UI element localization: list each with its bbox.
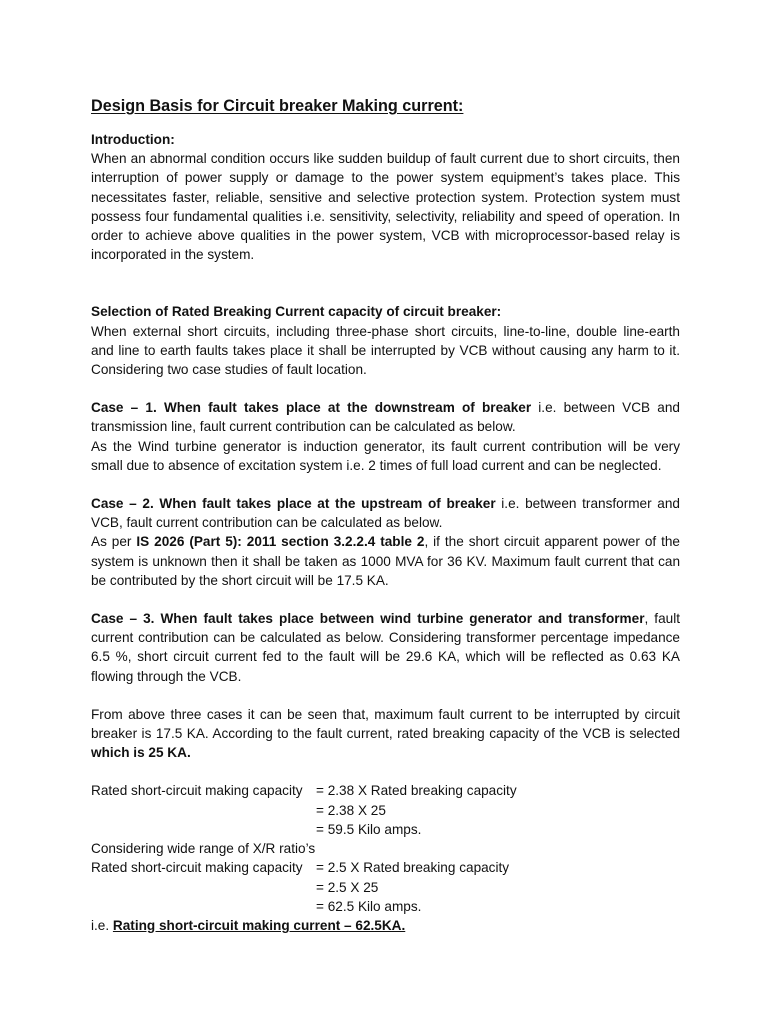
- case2-bold: When fault takes place at the upstream of breaker: [153, 496, 496, 512]
- calc2-line-2: = 2.5 X 25: [316, 879, 379, 895]
- calc1-line-3: = 59.5 Kilo amps.: [316, 821, 422, 837]
- case3-paragraph: [91, 609, 680, 686]
- intro-heading-text: Introduction:: [91, 132, 175, 147]
- case2-label: Case – 2.: [91, 496, 154, 512]
- case2-line2-rest: , if the short circuit apparent power of the system is unknown then it shall be taken as 1000 MVA for 36 KV. Maximum fault current that can be contributed by the short circuit will be 17.5 KA.: [91, 534, 680, 588]
- case3-rest: , fault current contribution can be calculated as below. Considering transformer percentage impedance 6.5 %, short circuit current fed to the fault will be 29.6 KA, which will be reflected as 0.63 KA flowing through the VCB.: [91, 611, 680, 684]
- case1-rest: i.e. between VCB and transmission line, fault current contribution can be calculated as below.: [91, 400, 680, 435]
- calc1-line-2: = 2.38 X 25: [316, 802, 386, 818]
- selection-paragraph: When external short circuits, including three-phase short circuits, line-to-line, double line-earth and line to earth faults takes place it shall be interrupted by VCB without causing any harm to it. Considering two case studies of fault location.: [91, 323, 680, 378]
- summary-bold: which is 25 KA.: [91, 745, 191, 761]
- case2-line2-pre: As per: [91, 534, 137, 550]
- summary-paragraph: [91, 705, 680, 763]
- calc1-line-1: = 2.38 X Rated breaking capacity: [316, 783, 517, 799]
- case1-paragraph-2: As the Wind turbine generator is induction generator, its fault current contribution will be very small due to absence of excitation system i.e. 2 times of full load current and can be neglected.: [91, 438, 680, 473]
- case1-label: Case – 1.: [91, 400, 157, 416]
- calc1-row-3: [91, 820, 680, 839]
- case1-paragraph: [91, 398, 680, 436]
- wide-range-line: Considering wide range of X/R ratio’s: [91, 841, 316, 857]
- calc2-line-1: = 2.5 X Rated breaking capacity: [316, 860, 510, 876]
- case2-standard-ref: IS 2026 (Part 5): 2011 section 3.2.2.4 table 2: [136, 534, 425, 550]
- case3-label: Case – 3.: [91, 611, 155, 627]
- intro-heading: [91, 130, 680, 149]
- calc2-label: Rated short-circuit making capacity: [91, 860, 303, 876]
- calc1-row-2: [91, 801, 680, 820]
- calc2-line-3: = 62.5 Kilo amps.: [316, 898, 422, 914]
- calc2-row-2: [91, 878, 680, 897]
- case2-paragraph: [91, 494, 680, 532]
- conclusion-prefix: i.e.: [91, 917, 113, 933]
- conclusion-underlined: Rating short-circuit making current – 62.5KA.: [112, 917, 406, 933]
- calc1-row-1: [91, 781, 680, 800]
- calc2-row-1: [91, 858, 680, 877]
- intro-paragraph: When an abnormal condition occurs like sudden buildup of fault current due to short circuits, then interruption of power supply or damage to the power system equipment’s takes place. This necessitates faster, reliable, sensitive and selective protection system. Protection system must possess four fundamental qualities i.e. sensitivity, selectivity, reliability and speed of operation. In order to achieve above qualities in the power system, VCB with microprocessor-based relay is incorporated in the system.: [91, 151, 680, 263]
- case1-bold: When fault takes place at the downstream of breaker: [156, 400, 532, 416]
- calc1-label: Rated short-circuit making capacity: [91, 783, 303, 799]
- conclusion-line: [91, 916, 680, 935]
- case2-paragraph-2: [91, 532, 680, 590]
- calc2-row-3: [91, 897, 680, 916]
- selection-heading: [91, 302, 680, 321]
- case3-bold: When fault takes place between wind turbine generator and transformer: [154, 611, 645, 627]
- case2-rest: i.e. between transformer and VCB, fault current contribution can be calculated as below.: [91, 496, 680, 531]
- document-title: Design Basis for Circuit breaker Making current:: [91, 97, 464, 115]
- summary-text: From above three cases it can be seen that, maximum fault current to be interrupted by circuit breaker is 17.5 KA. According to the fault current, rated breaking capacity of the VCB is selected: [91, 706, 680, 742]
- selection-heading-text: Selection of Rated Breaking Current capacity of circuit breaker:: [91, 304, 502, 320]
